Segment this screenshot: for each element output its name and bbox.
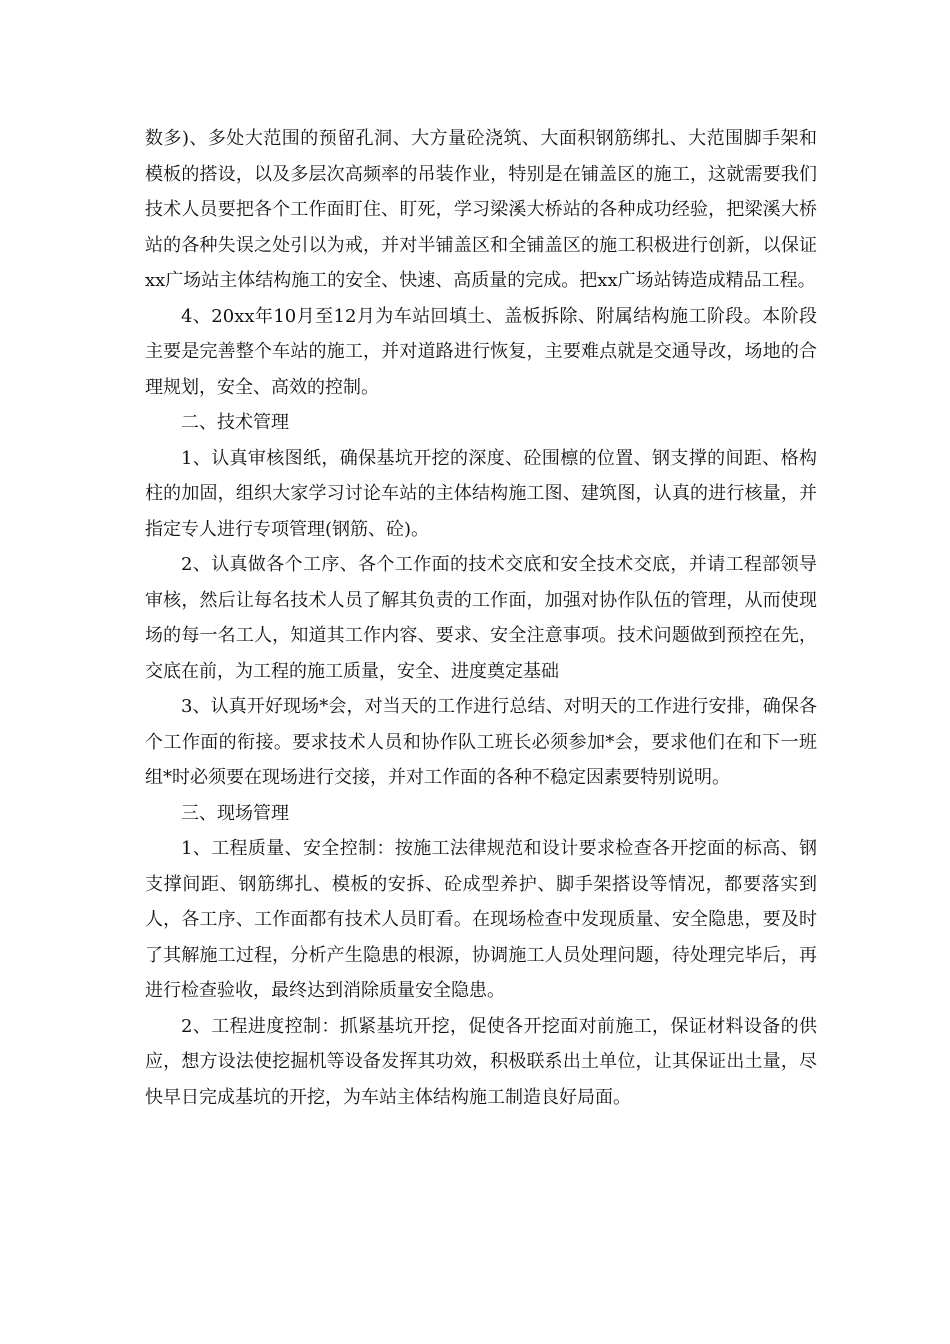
paragraph-phase-4: 4、20xx年10月至12月为车站回填土、盖板拆除、附属结构施工阶段。本阶段主要是完善整个车站的施工，并对道路进行恢复，主要难点就是交通导改，场地的合理规划，安全、高效的控制。 — [145, 305, 817, 398]
paragraph-continuation: 数多)、多处大范围的预留孔洞、大方量砼浇筑、大面积钢筋绑扎、大范围脚手架和模板的搭设，以及多层次高频率的吊装作业，特别是在铺盖区的施工，这就需要我们技术人员要把各个工作面盯住、盯死，学习梁溪大桥站的各种成功经验，把梁溪大桥站的各种失误之处引以为戒，并对半铺盖区和全铺盖区的施工积极进行创新，以保证xx广场站主体结构施工的安全、快速、高质量的完成。把xx广场站铸造成精品工程。 — [145, 128, 817, 291]
document-body — [145, 121, 817, 1115]
paragraph-site-2: 2、工程进度控制：抓紧基坑开挖，促使各开挖面对前施工，保证材料设备的供应，想方设法使挖掘机等设备发挥其功效，积极联系出土单位，让其保证出土量，尽快早日完成基坑的开挖，为车站主体结构施工制造良好局面。 — [145, 1015, 817, 1108]
paragraph-technical-3: 3、认真开好现场*会，对当天的工作进行总结、对明天的工作进行安排，确保各个工作面的衔接。要求技术人员和协作队工班长必须参加*会，要求他们在和下一班组*时必须要在现场进行交接，并对工作面的各种不稳定因素要特别说明。 — [145, 696, 817, 788]
paragraph-technical-2: 2、认真做各个工序、各个工作面的技术交底和安全技术交底，并请工程部领导审核，然后让每名技术人员了解其负责的工作面，加强对协作队伍的管理，从而使现场的每一名工人，知道其工作内容、要求、安全注意事项。技术问题做到预控在先，交底在前，为工程的施工质量，安全、进度奠定基础 — [145, 554, 817, 682]
paragraph-site-1: 1、工程质量、安全控制：按施工法律规范和设计要求检查各开挖面的标高、钢支撑间距、钢筋绑扎、模板的安拆、砼成型养护、脚手架搭设等情况，都要落实到人，各工序、工作面都有技术人员盯看。在现场检查中发现质量、安全隐患，要及时了其解施工过程，分析产生隐患的根源，协调施工人员处理问题，待处理完毕后，再进行检查验收，最终达到消除质量安全隐患。 — [145, 838, 817, 1001]
section-heading-technical-management: 二、技术管理 — [181, 412, 289, 433]
paragraph-technical-1: 1、认真审核图纸，确保基坑开挖的深度、砼围檩的位置、钢支撑的间距、格构柱的加固，组织大家学习讨论车站的主体结构施工图、建筑图，认真的进行核量，并指定专人进行专项管理(钢筋、砼)。 — [145, 447, 817, 540]
section-heading-site-management: 三、现场管理 — [181, 802, 289, 824]
